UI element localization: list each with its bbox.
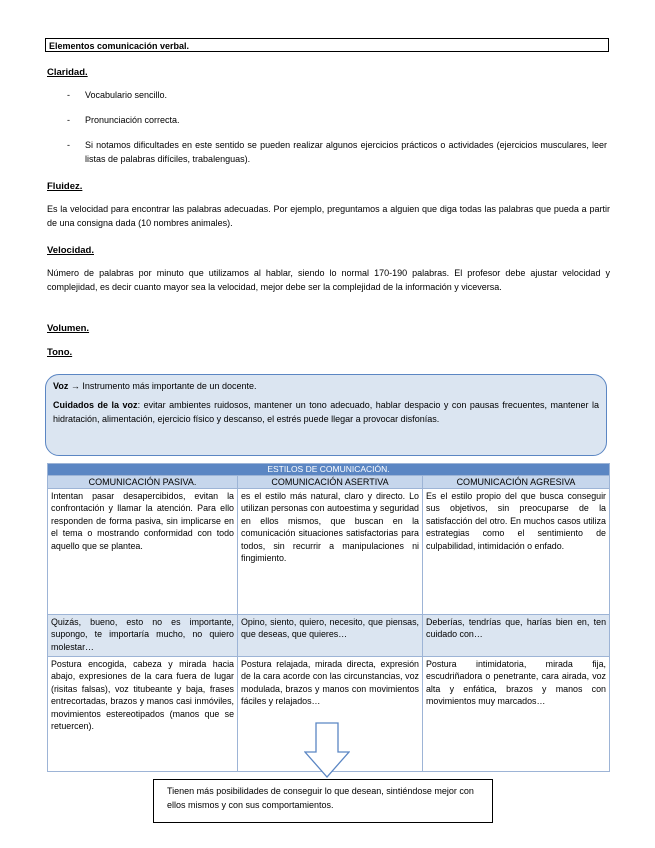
table-cell: Es el estilo propio del que busca conseguir sus objetivos, sin preocuparse de la satisfacción del otro. En muchos casos utiliza estrategias como el sentimiento de culpabilidad, intimidación o enfado.: [423, 489, 610, 615]
column-header-pasiva: COMUNICACIÓN PASIVA.: [48, 476, 238, 489]
table-row: [48, 615, 610, 657]
velocidad-heading: Velocidad.: [47, 245, 94, 256]
section-title: Elementos comunicación verbal.: [45, 38, 609, 52]
fluidez-text: Es la velocidad para encontrar las palabras adecuadas. Por ejemplo, preguntamos a alguien que diga todas las palabras que pueda a partir de una consigna dada (10 nombres animales).: [47, 204, 610, 229]
cuidados-text: : evitar ambientes ruidosos, mantener un tono adecuado, hablar despacio y con pausas frecuentes, mantener la hidratación, alimentación, ejercicio físico y descanso, el estrés puede llegar a provocar disfonías.: [53, 399, 600, 424]
voz-line: [53, 380, 599, 394]
voz-label: Voz: [53, 381, 69, 391]
table-row: [48, 489, 610, 615]
tono-heading: Tono.: [47, 347, 73, 358]
velocidad-text: Número de palabras por minuto que utilizamos al hablar, siendo lo normal 170-190 palabras. El profesor debe ajustar velocidad y complejidad, es decir cuanto mayor sea la velocidad, mejor debe ser la complejidad de la información y viceversa.: [47, 268, 610, 293]
claridad-item: [67, 138, 607, 167]
volumen-heading: Volumen.: [47, 323, 90, 334]
cuidados-label: Cuidados de la voz: [53, 399, 138, 410]
bullet-dash: -: [67, 140, 70, 150]
table-cell: Postura relajada, mirada directa, expresión de la cara acorde con las circunstancias, voz modulada, brazos y manos con movimientos fáciles y relajados…: [238, 657, 423, 772]
claridad-item: [67, 113, 607, 127]
bullet-dash: -: [67, 90, 70, 100]
claridad-item-text: Pronunciación correcta.: [85, 115, 180, 125]
down-arrow-icon: [304, 722, 350, 778]
table-cell: es el estilo más natural, claro y directo. Lo utilizan personas con autoestima y seguridad en ellos mismos, que buscan en la comunicación situaciones satisfactorias para todos, sin recurrir a manipulaciones ni fingimiento.: [238, 489, 423, 615]
column-header-asertiva: COMUNICACIÓN ASERTIVA: [238, 476, 423, 489]
table-cell: Intentan pasar desapercibidos, evitan la confrontación y llamar la atención. Para ello responden de forma pasiva, sin implicarse en el tema o mostrando conformidad con todo aquello que se plantea.: [48, 489, 238, 615]
claridad-heading: Claridad.: [47, 67, 88, 78]
column-header-agresiva: COMUNICACIÓN AGRESIVA: [423, 476, 610, 489]
conclusion-box: Tienen más posibilidades de conseguir lo que desean, sintiéndose mejor con ellos mismos y con sus comportamientos.: [153, 779, 493, 823]
table-cell: Postura intimidatoria, mirada fija, escudriñadora o penetrante, cara airada, voz alta y enfática, brazos y manos con movimientos muy marcados…: [423, 657, 610, 772]
table-cell: Postura encogida, cabeza y mirada hacia abajo, expresiones de la cara fuera de lugar (risitas falsas), voz titubeante y baja, frases entrecortadas, brazos y manos casi inmóviles, movimientos estereotipados (manos que se retuercen).: [48, 657, 238, 772]
claridad-item: [67, 88, 607, 102]
table-cell: Opino, siento, quiero, necesito, que piensas, que deseas, que quieres…: [238, 615, 423, 657]
voz-callout: [45, 374, 607, 456]
table-title: ESTILOS DE COMUNICACIÓN.: [48, 464, 610, 476]
cuidados-line: [53, 399, 599, 427]
arrow-icon: →: [70, 381, 80, 391]
bullet-dash: -: [67, 115, 70, 125]
fluidez-heading: Fluidez.: [47, 181, 83, 192]
claridad-item-text: Vocabulario sencillo.: [85, 90, 168, 100]
table-cell: Deberías, tendrías que, harías bien en, ten cuidado con…: [423, 615, 610, 657]
claridad-item-text: Si notamos dificultades en este sentido se pueden realizar algunos ejercicios prácticos o actividades (ejercicios musculares, leer listas de palabras difíciles, trabalenguas).: [85, 140, 607, 165]
voz-text: Instrumento más importante de un docente.: [82, 381, 257, 391]
table-cell: Quizás, bueno, esto no es importante, supongo, te importaría mucho, no quiero molestar…: [48, 615, 238, 657]
